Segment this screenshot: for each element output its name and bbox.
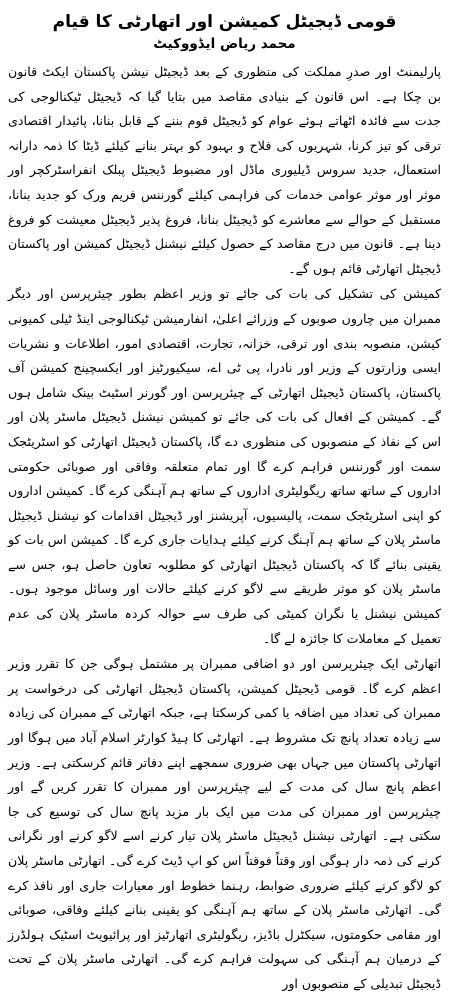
article-headline: قومی ڈیجیٹل کمیشن اور اتھارٹی کا قیام: [52, 12, 397, 32]
article-byline: محمد ریاض ایڈووکیٹ: [153, 36, 296, 52]
article-paragraph: پارلیمنٹ اور صدرِ مملکت کی منظوری کے بعد ڈیجیٹل نیشن پاکستان ایکٹ قانون بن چکا ہے۔ اس قانون کے بنیادی مقاصد میں بتایا گیا کہ ڈیجیٹل ٹیکنالوجی کی جدت سے فائدہ اٹھاتے ہوئے عوام کو ڈیجیٹل قوم بننے کے قابل بنانا، پائیدار اقتصادی ترقی کو تیز کرنا، شہریوں کی فلاح و بہبود کو بہتر بنانے کیلئے ڈیٹا کا ذمہ دارانہ استعمال، جدید سروس ڈیلیوری ماڈل اور مضبوط ڈیجیٹل پبلک انفراسٹرکچر اور موثر اور موثر عوامی خدمات کی فراہمی کیلئے گورننس فریم ورک کو جدید بنانا، مستقبل کے حوالے سے معاشرے کو ڈیجیٹل بنانا، فروغ پذیر ڈیجیٹل معیشت کو فروغ دینا ہے۔ قانون میں درج مقاصد کے حصول کیلئے نیشنل ڈیجیٹل کمیشن اور پاکستان ڈیجیٹل اتھارٹی قائم ہوں گے۔: [8, 64, 441, 276]
article-paragraph: کمیشن کی تشکیل کی بات کی جائے تو وزیر اعظم بطور چیئرپرسن اور دیگر ممبران میں چاروں صوبوں کے وزرائے اعلیٰ، انفارمیشن ٹیکنالوجی اینڈ ٹیلی کمیونی کیشن، منصوبہ بندی اور ترقی، خزانہ، تجارت، اقتصادی امور، اطلاعات و نشریات ایسی وزارتوں کے وزیر اور نادرا، پی ٹی اے، سیکیورٹیز اور ایکسچینج کمیشن آف پاکستان، پاکستان ڈیجیٹل اتھارٹی کے چیئرپرسن اور گورنر اسٹیٹ بینک شامل ہوں گے۔ کمیشن کے افعال کی بات کی جائے تو کمیشن نیشنل ڈیجیٹل ماسٹر پلان اور اس کے نفاذ کے منصوبوں کی منظوری دے گا، پاکستان ڈیجیٹل اتھارٹی کو اسٹریٹجک سمت اور گورننس فراہم کرے گا اور تمام متعلقہ وفاقی اور صوبائی حکومتی اداروں کے ساتھ ساتھ ریگولیٹری اداروں کے ساتھ ہم آہنگی کرے گا۔ کمیشن اداروں کو اپنی اسٹریٹجک سمت، پالیسیوں، آپریشنز اور ڈیجیٹل اقدامات کو نیشنل ڈیجیٹل ماسٹر پلان کے ساتھ ہم آہنگ کرنے کیلئے ہدایات جاری کرے گا۔ کمیشن اس بات کو یقینی بنائے گا کہ پاکستان ڈیجیٹل اتھارٹی کو مطلوبہ تعاون حاصل ہو، جس سے ماسٹر پلان کو موثر طریقے سے لاگو کرنے کیلئے حالات اور وسائل موجود ہوں۔ کمیشن نیشنل یا نگران کمیٹی کی طرف سے حوالہ کردہ ماسٹر پلان کی عدم تعمیل کے معاملات کا جائزہ لے گا۔: [7, 286, 441, 646]
article-paragraph: اتھارٹی ایک چیئرپرسن اور دو اضافی ممبران پر مشتمل ہوگی جن کا تقرر وزیر اعظم کرے گا۔ قومی ڈیجیٹل کمیشن، پاکستان ڈیجیٹل اتھارٹی کی درخواست پر ممبران کی تعداد میں اضافہ یا کمی کرسکتا ہے، جبکہ اتھارٹی کے ممبران کی زیادہ سے زیادہ تعداد پانچ تک مشروط ہے۔ اتھارٹی کا ہیڈ کوارٹر اسلام آباد میں ہوگا اور اتھارٹی پاکستان میں جہاں بھی ضروری سمجھے اپنے دفاتر قائم کرسکتی ہے۔ وزیر اعظم پانچ سال کی مدت کے لیے چیئرپرسن اور ممبران کا تقرر کریں گے اور چیئرپرسن اور ممبران کی مدت میں ایک بار مزید پانچ سال کی توسیع کی جا سکتی ہے۔ اتھارٹی نیشنل ڈیجیٹل ماسٹر پلان تیار کرنے اسے لاگو کرنے اور نگرانی کرنے کی ذمہ دار ہوگی اور وقتاً فوقتاً اس کو اپ ڈیٹ کرے گی۔ اتھارٹی ماسٹر پلان کو لاگو کرنے کیلئے ضروری ضوابط، رہنما خطوط اور معیارات جاری اور نافذ کرے گی۔ اتھارٹی ماسٹر پلان کے ساتھ ہم آہنگی کو یقینی بنانے کیلئے وفاقی، صوبائی اور مقامی حکومتوں، سیکٹرل باڈیز، ریگولیٹری اتھارٹیز اور پرائیویٹ اسٹیک ہولڈرز کے درمیان ہم آہنگی کی سہولت فراہم کرے گی۔ اتھارٹی ماسٹر پلان کے تحت ڈیجیٹل تبدیلی کے منصوبوں اور: [8, 656, 441, 991]
